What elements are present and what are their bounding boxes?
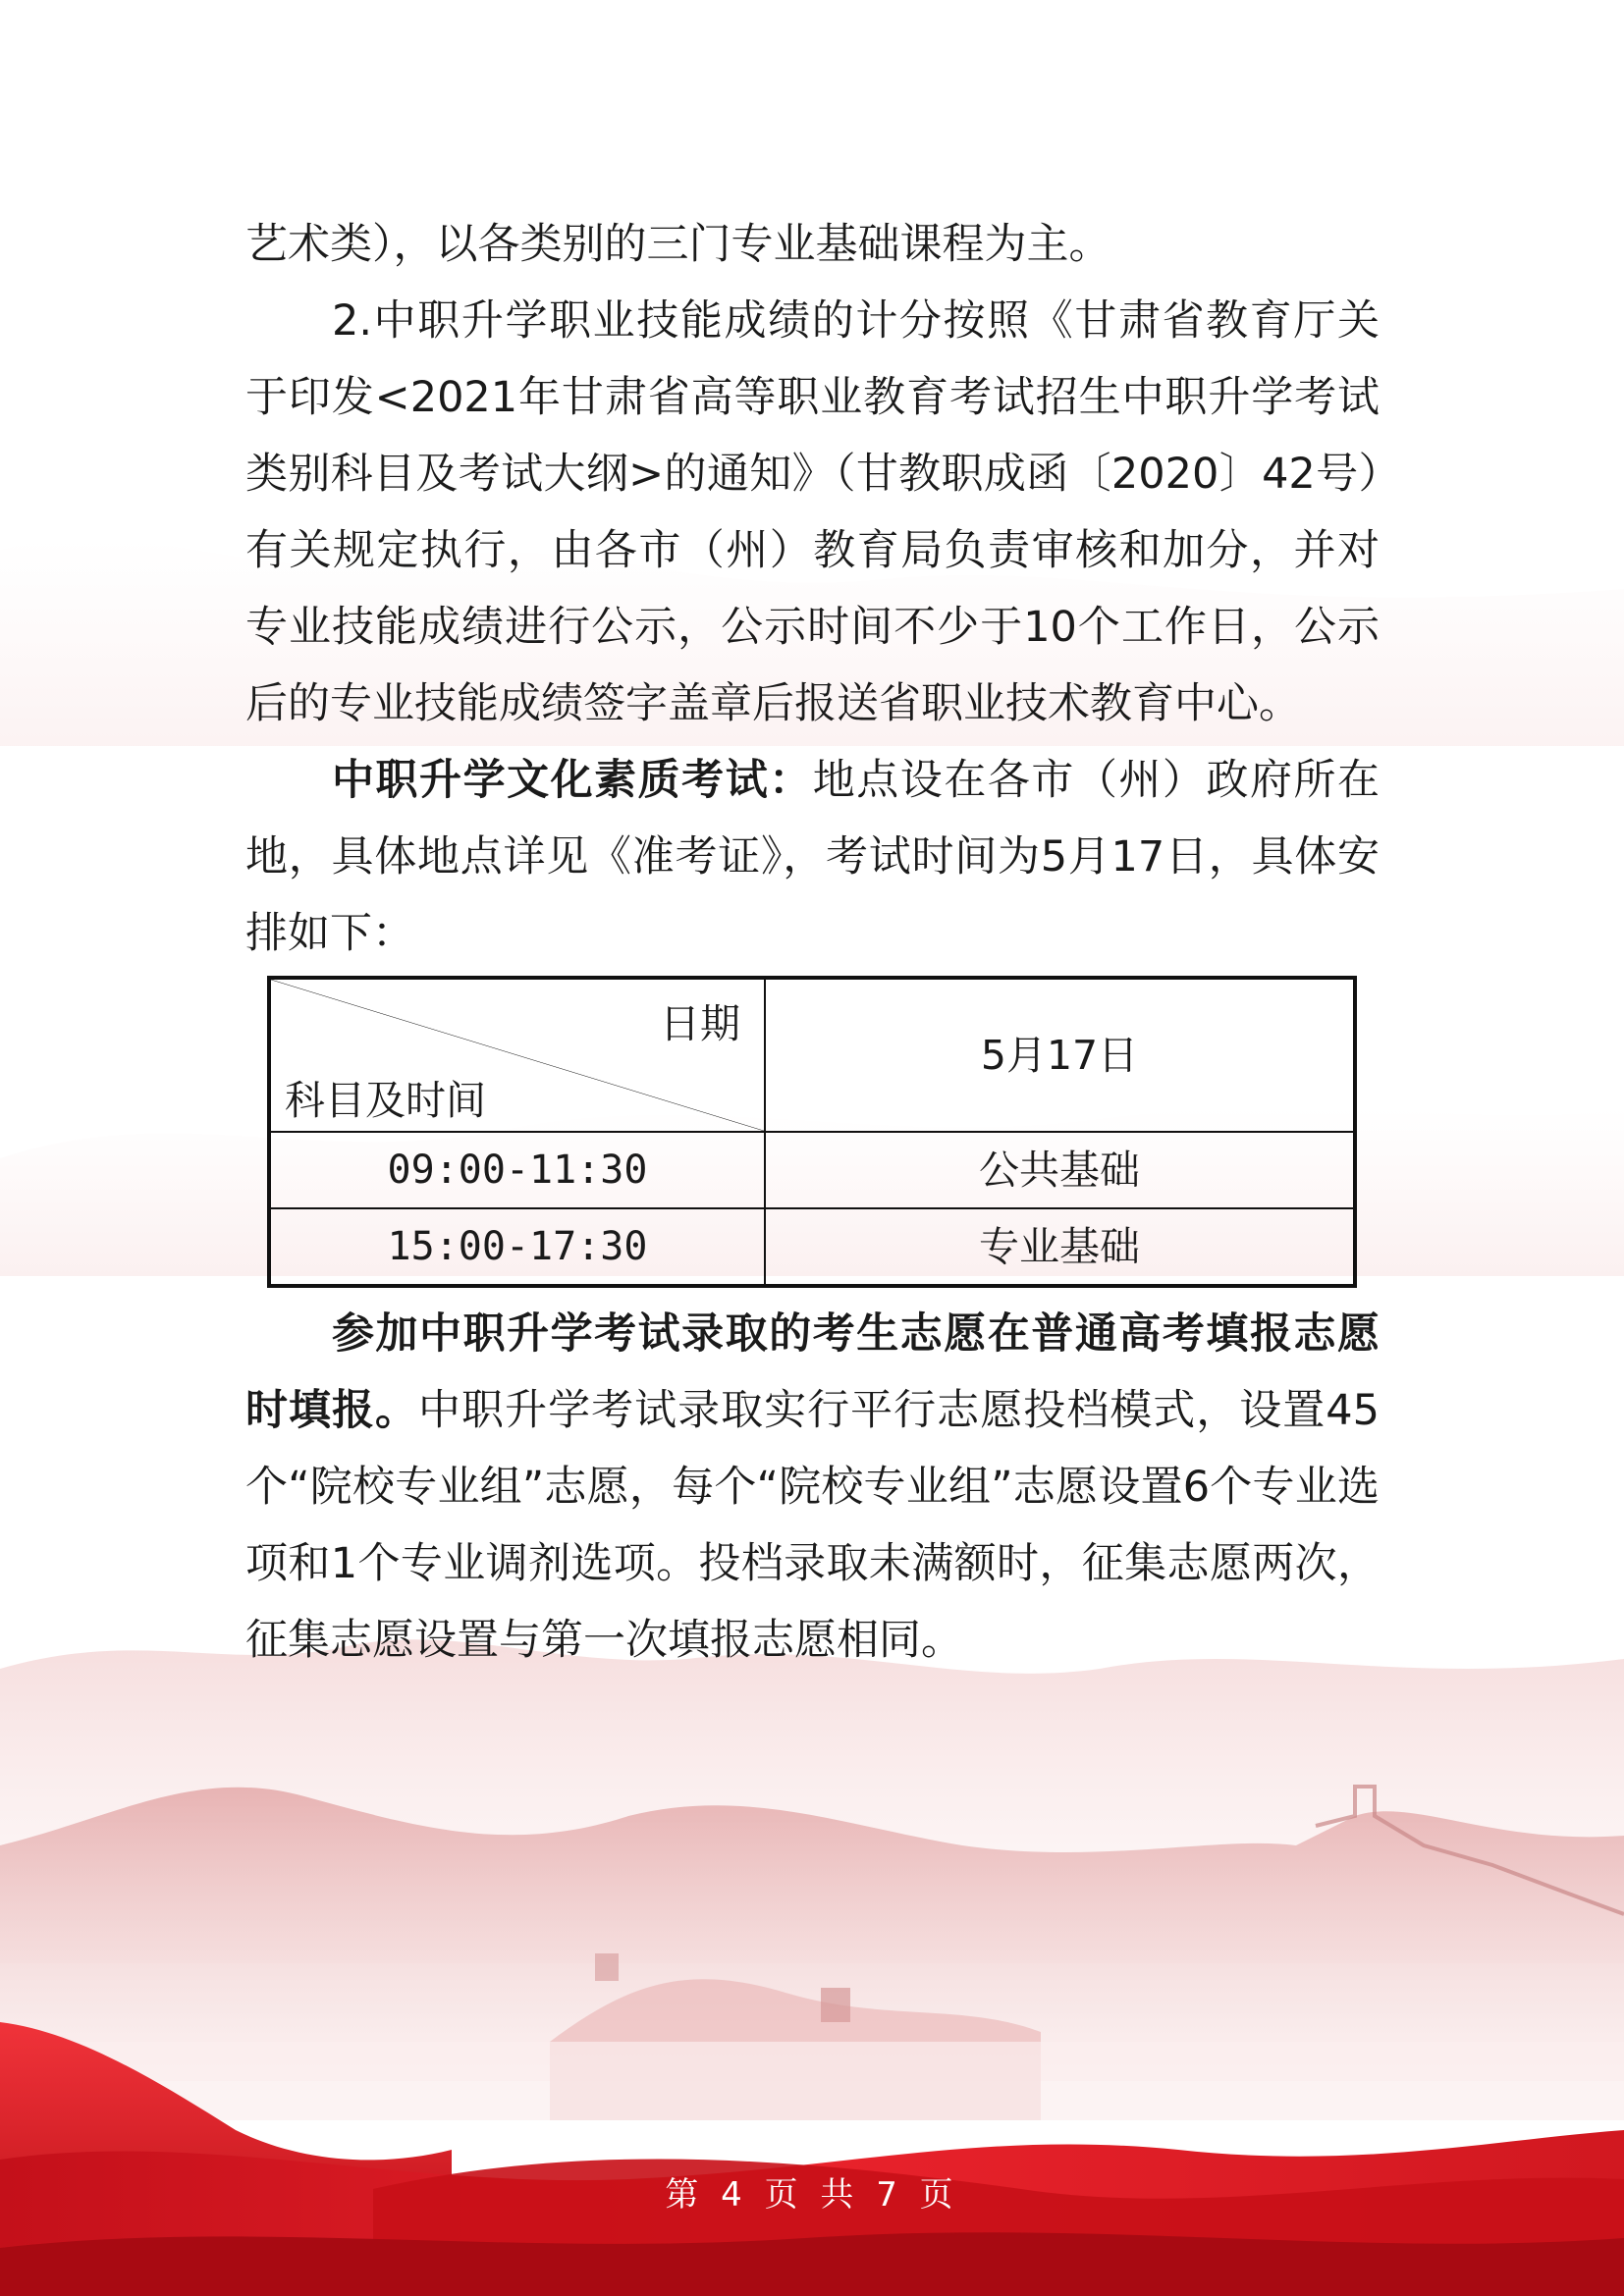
diagonal-header-cell bbox=[269, 978, 765, 1132]
date-cell: 5月17日 bbox=[765, 978, 1355, 1132]
document-body bbox=[245, 206, 1380, 1679]
paragraph-score-rules: 2.中职升学职业技能成绩的计分按照《甘肃省教育厅关于印发<2021年甘肃省高等职业教育考试招生中职升学考试类别科目及考试大纲>的通知》（甘教职成函〔2020〕42号）有关规定执行，由各市（州）教育局负责审核和加分，并对专业技能成绩进行公示，公示时间不少于10个工作日，公示后的专业技能成绩签字盖章后报送省职业技术教育中心。 bbox=[245, 296, 1380, 728]
table-header-row bbox=[269, 978, 1355, 1132]
exam-location-heading: 中职升学文化素质考试： bbox=[332, 756, 813, 805]
admission-heading: 参加中职升学考试录取的考生志愿在普通高考填报志愿时填报。 bbox=[245, 1309, 1380, 1435]
admission-text: 中职升学考试录取实行平行志愿投档模式，设置45个“院校专业组”志愿，每个“院校专业组”志愿设置6个专业选项和1个专业调剂选项。投档录取未满额时，征集志愿两次，征集志愿设置与第一次填报志愿相同。 bbox=[245, 1386, 1380, 1665]
paragraph-continuation: 艺术类），以各类别的三门专业基础课程为主。 bbox=[245, 220, 1111, 269]
subject-cell: 专业基础 bbox=[765, 1208, 1355, 1286]
paragraph-admission bbox=[245, 1296, 1380, 1679]
time-cell: 15:00-17:30 bbox=[269, 1208, 765, 1286]
table-row bbox=[269, 1208, 1355, 1286]
subject-cell: 公共基础 bbox=[765, 1132, 1355, 1208]
table-row bbox=[269, 1132, 1355, 1208]
exam-location-text: 地点设在各市（州）政府所在地，具体地点详见《准考证》，考试时间为5月17日，具体安排如下： bbox=[245, 756, 1380, 958]
paragraph-exam-location bbox=[245, 742, 1380, 972]
page-number-footer: 第 4 页 共 7 页 bbox=[665, 2175, 959, 2215]
header-date-label: 日期 bbox=[660, 1000, 740, 1047]
time-cell: 09:00-11:30 bbox=[269, 1132, 765, 1208]
exam-schedule-table bbox=[267, 976, 1357, 1288]
header-subject-label: 科目及时间 bbox=[285, 1077, 486, 1124]
